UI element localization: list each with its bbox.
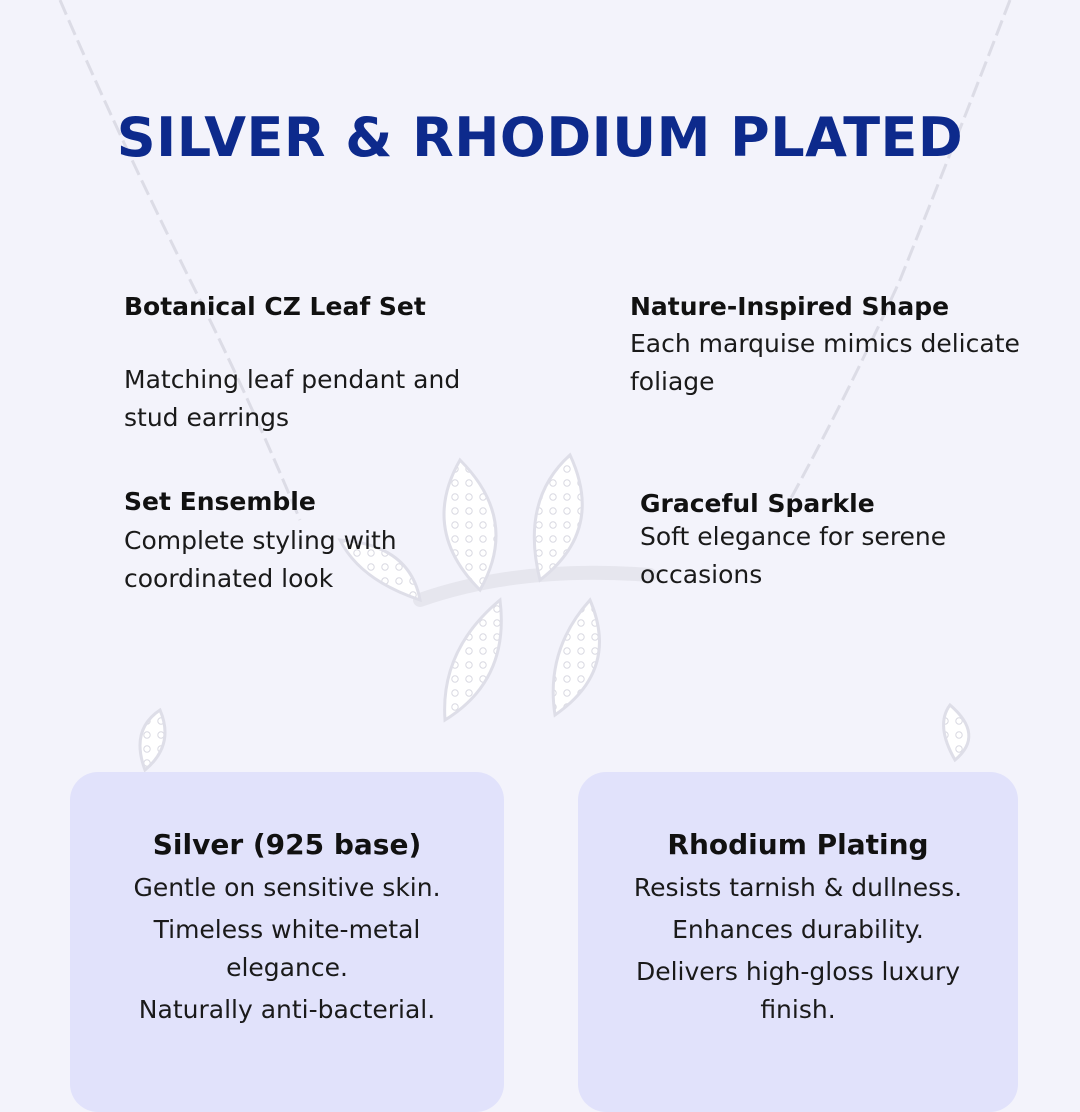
card-line: Resists tarnish & dullness. <box>633 873 963 902</box>
feature-title: Nature-Inspired Shape <box>630 292 950 321</box>
feature-botanical-set <box>124 292 484 437</box>
feature-graceful-sparkle <box>640 489 1020 594</box>
feature-description: Complete styling with coordinated look <box>124 526 397 593</box>
feature-nature-shape <box>630 292 1030 401</box>
card-line: Delivers high-gloss luxury finish. <box>635 957 961 1024</box>
rhodium-card <box>578 772 1018 1112</box>
card-line: Gentle on sensitive skin. <box>133 873 441 902</box>
card-line: Timeless white-metal elegance. <box>153 915 421 982</box>
page-title: SILVER & RHODIUM PLATED <box>116 106 964 169</box>
feature-title: Graceful Sparkle <box>640 489 875 518</box>
feature-description: Matching leaf pendant and stud earrings <box>124 365 461 432</box>
feature-description: Each marquise mimics delicate foliage <box>630 329 1020 396</box>
silver-card <box>70 772 504 1112</box>
card-line: Enhances durability. <box>672 915 924 944</box>
feature-description: Soft elegance for serene occasions <box>640 522 947 589</box>
card-lines <box>578 869 1018 1029</box>
card-title: Silver (925 base) <box>152 828 422 861</box>
card-title: Rhodium Plating <box>667 828 929 861</box>
card-lines <box>70 869 504 1029</box>
feature-set-ensemble <box>124 487 484 598</box>
feature-title: Set Ensemble <box>124 487 316 516</box>
card-line: Naturally anti-bacterial. <box>138 995 436 1024</box>
feature-title: Botanical CZ Leaf Set <box>124 292 426 321</box>
